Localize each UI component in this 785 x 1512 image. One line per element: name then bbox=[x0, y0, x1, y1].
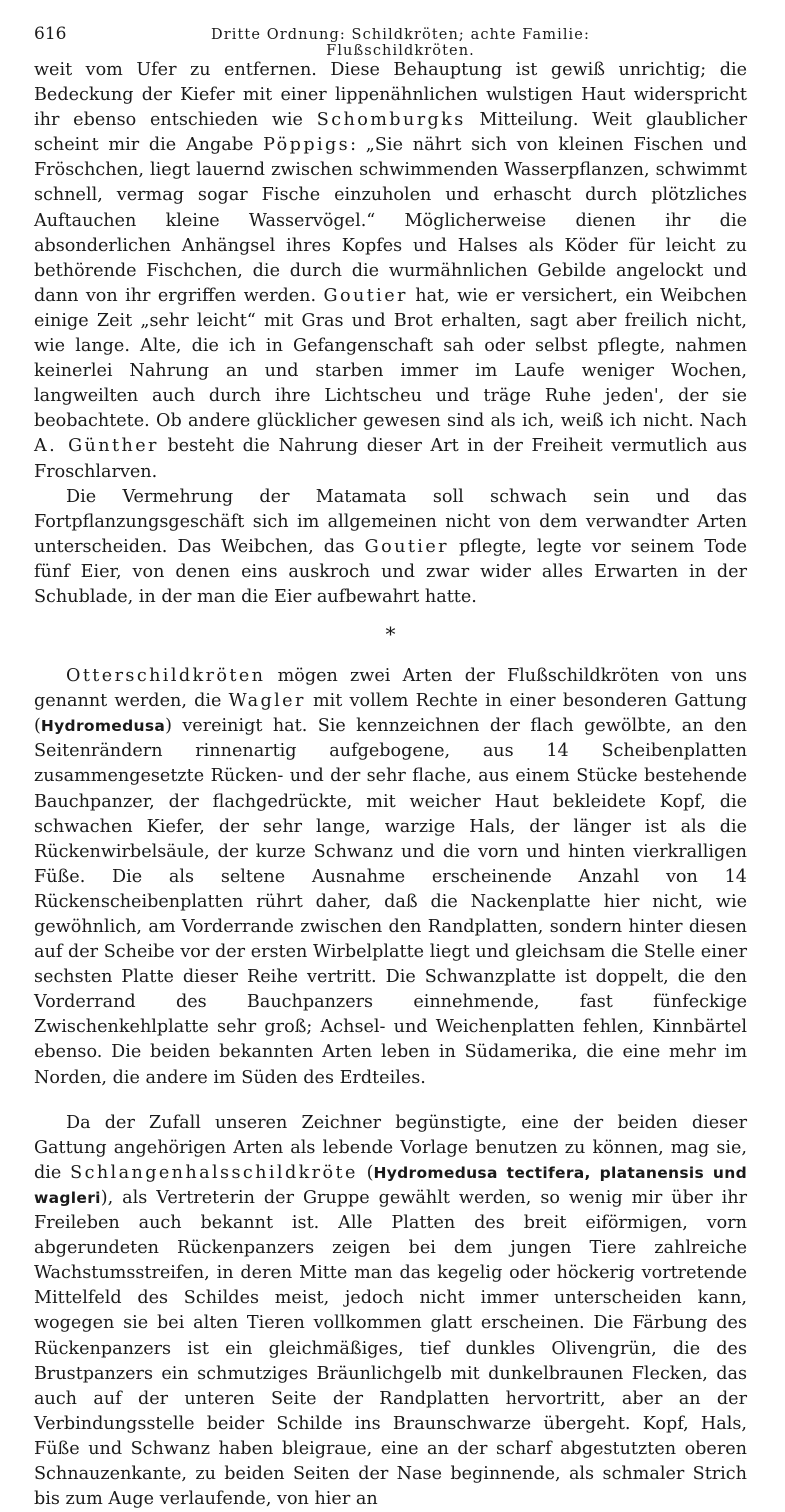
text-run: weit vom Ufer zu entfernen. Diese Behauptung ist gewiß unrichtig; die Bedeckung der Kiefer mit einer lippenähnlichen wulstigen Haut widerspricht ihr ebenso entschieden wie bbox=[34, 60, 747, 131]
species-hydromedusa-tectifera: Hydromedusa tectifera, platanensis und wagleri bbox=[34, 1163, 747, 1207]
running-title: Dritte Ordnung: Schildkröten; achte Familie: Flußschildkröten. bbox=[211, 27, 590, 59]
text-run: ) vereinigt hat. Sie kennzeichnen der flach gewölbte, an den Seitenrändern rinnenartig aufgebogene, aus 14 Scheibenplatten zusammengesetzte Rücken- und der sehr flache, aus einem Stücke bestehende Bauchpanzer, der flachgedrückte, mit weicher Haut bekleidete Kopf, die schwachen Kiefer, der sehr lange, warzige Hals, der länger ist als die Rückenwirbelsäule, der kurze Schwanz und die vorn und hinten vierkralligen Füße. Die als seltene Ausnahme erscheinende Anzahl von 14 Rückenscheibenplatten rührt daher, daß die Nackenplatte hier nicht, wie gewöhnlich, am Vorderrande zwischen den Randplatten, sondern hinter diesen auf der Scheibe vor der ersten Wirbelplatte liegt und gleichsam die Stelle einer sechsten Platte dieser Reihe vertritt. Die Schwanzplatte ist doppelt, die den Vorderrand des Bauchpanzers einnehmende, fast fünfeckige Zwischenkehlplatte sehr groß; Achsel- und Weichenplatten fehlen, Kinnbärtel ebenso. Die beiden bekannten Arten leben in Südamerika, die eine mehr im Norden, die andere im Süden des Erdteiles. bbox=[34, 716, 747, 1088]
text-run: ), als Vertreterin der Gruppe gewählt werden, so wenig mir über ihr Freileben auch bekannt ist. Alle Platten des breit eiförmigen, vorn abgerundeten Rückenpanzers zeigen bei dem jungen Tiere zahlreiche Wachstumsstreifen, in deren Mitte man das kegelig oder höckerig vortretende Mittelfeld des Schildes meist, jedoch nicht immer unterscheiden kann, wogegen sie bei alten Tieren vollkommen glatt erscheinen. Die Färbung des Rückenpanzers ist ein gleichmäßiges, tief dunkles Olivengrün, die des Brustpanzers ein schmutziges Bräunlichgelb mit dunkelbraunen Flecken, das auch auf der unteren Seite der Randplatten hervortritt, aber an der Verbindungsstelle beider Schilde ins Braunschwarze übergeht. Kopf, Hals, Füße und Schwanz haben bleigraue, eine an der scharf abgestutzten oberen Schnauzenkante, zu beiden Seiten der Nase beginnende, als schmaler Strich bis zum Auge verlaufende, von hier an bbox=[34, 1187, 747, 1510]
paragraph-matamata-breeding bbox=[34, 485, 747, 610]
paragraph-gap bbox=[34, 1091, 747, 1111]
term-otterschildkroeten: Otterschildkröten bbox=[66, 666, 266, 687]
name-goutier: Goutier bbox=[323, 285, 408, 306]
running-head bbox=[34, 0, 747, 59]
genus-hydromedusa: Hydromedusa bbox=[40, 717, 166, 736]
text-run: : „Sie nährt sich von kleinen Fischen und Fröschchen, liegt lauernd zwischen schwimmenden Wasserpflanzen, schwimmt schnell, vermag sogar Fische einzuholen und erhascht durch plötzliches Auftauchen kleine Wasservögel.“ Möglicherweise dienen ihr die absonderlichen Anhängsel ihres Kopfes und Halses als Köder für leicht zu bethörende Fischchen, die durch die wurmähnlichen Gebilde angelockt und dann von ihr ergriffen werden. bbox=[34, 135, 747, 306]
text-run: hat, wie er versichert, ein Weibchen einige Zeit „sehr leicht“ mit Gras und Brot erhalten, sagt aber freilich nicht, wie lange. Alte, die ich in Gefangenschaft sah oder selbst pflegte, nahmen keinerlei Nahrung an und starben immer im Laufe weniger Wochen, langweilten auch durch ihre Lichtscheu und träge Ruhe jeden', der sie beobachtete. Ob andere glücklicher gewesen sind als ich, weiß ich nicht. Nach bbox=[34, 285, 747, 432]
name-guenther: A. Günther bbox=[34, 436, 159, 457]
text-run: Da der Zufall unseren Zeichner begünstigte, eine der beiden dieser Gattung angehörigen Arten als lebende Vorlage benutzen zu können, mag sie, die bbox=[34, 1112, 747, 1183]
text-run: ( bbox=[357, 1162, 374, 1183]
paragraph-matamata-food bbox=[34, 58, 747, 485]
text-run: mit vollem Rechte in einer besonderen Gattung ( bbox=[34, 691, 747, 737]
name-goutier: Goutier bbox=[364, 536, 449, 557]
text-run: besteht die Nahrung dieser Art in der Freiheit vermutlich aus Froschlarven. bbox=[34, 436, 747, 482]
text-run: Die Vermehrung der Matamata soll schwach sein und das Fortpflanzungsgeschäft sich im allgemeinen nicht von dem verwandter Arten unterscheiden. Das Weibchen, das bbox=[34, 486, 747, 557]
name-poeppig: Pöppigs bbox=[263, 135, 351, 156]
text-run: mögen zwei Arten der Flußschildkröten von uns genannt werden, die bbox=[34, 666, 747, 712]
name-schomburgk: Schomburgks bbox=[316, 110, 466, 131]
name-wagler: Wagler bbox=[228, 691, 306, 712]
text-body bbox=[34, 58, 747, 1512]
section-separator: * bbox=[385, 622, 396, 647]
text-run: pflegte, legte vor seinem Tode fünf Eier, von denen eins auskroch und zwar wider alles Erwarten in der Schublade, in der man die Eier aufbewahrt hatte. bbox=[34, 536, 747, 607]
paragraph-otterschildkroeten bbox=[34, 664, 747, 1091]
term-schlangenhalsschildkroete: Schlangenhalsschildkröte bbox=[70, 1162, 358, 1183]
text-run: Mitteilung. Weit glaublicher scheint mir die Angabe bbox=[34, 110, 748, 156]
page-number: 616 bbox=[34, 24, 67, 44]
paragraph-schlangenhalsschildkroete bbox=[34, 1111, 747, 1512]
